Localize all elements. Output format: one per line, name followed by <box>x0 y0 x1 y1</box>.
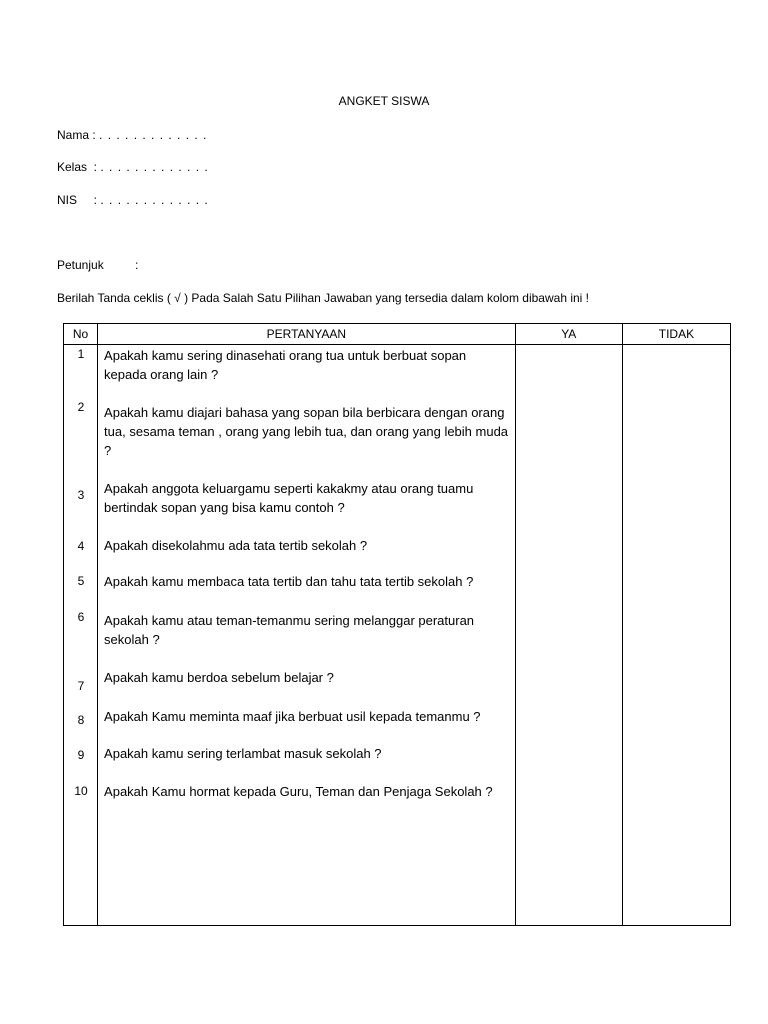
question-column <box>98 345 516 926</box>
petunjuk-label: Petunjuk <box>57 258 104 272</box>
header-question: PERTANYAAN <box>98 324 516 345</box>
nama-field <box>57 128 207 142</box>
question-text: Apakah Kamu meminta maaf jika berbuat usil kepada temanmu ? <box>104 709 481 724</box>
row-number: 9 <box>77 748 85 762</box>
question-text: Apakah kamu atau teman-temanmu sering melanggar peraturan sekolah ? <box>104 613 475 647</box>
header-ya: YA <box>515 324 622 345</box>
nis-label: NIS : <box>57 193 98 207</box>
question-text: Apakah kamu membaca tata tertib dan tahu tata tertib sekolah ? <box>104 574 474 589</box>
row-number: 7 <box>77 679 85 693</box>
row-number: 1 <box>77 347 85 361</box>
row-number: 3 <box>77 488 85 502</box>
kelas-label: Kelas : <box>57 160 98 174</box>
nis-field <box>57 193 209 207</box>
questionnaire-table <box>63 323 731 926</box>
table-header-row <box>64 324 731 345</box>
row-number: 4 <box>77 539 85 553</box>
kelas-dots: . . . . . . . . . . . . . <box>100 160 209 174</box>
number-column <box>64 345 98 926</box>
question-text: Apakah anggota keluargamu seperti kakakmy atau orang tuamu bertindak sopan yang bisa kamu contoh ? <box>104 481 474 515</box>
instruction-text: Berilah Tanda ceklis ( √ ) Pada Salah Satu Pilihan Jawaban yang tersedia dalam kolom dibawah ini ! <box>57 291 590 305</box>
row-number: 10 <box>74 784 88 798</box>
header-tidak: TIDAK <box>622 324 730 345</box>
petunjuk-line <box>57 258 139 272</box>
question-text: Apakah kamu berdoa sebelum belajar ? <box>104 670 334 685</box>
ya-answer-column[interactable] <box>515 345 622 926</box>
kelas-field <box>57 160 209 174</box>
header-no: No <box>64 324 98 345</box>
tidak-answer-column[interactable] <box>622 345 730 926</box>
row-number: 6 <box>77 610 85 624</box>
question-text: Apakah Kamu hormat kepada Guru, Teman dan Penjaga Sekolah ? <box>104 784 493 799</box>
nama-dots: . . . . . . . . . . . . . <box>99 128 208 142</box>
row-number: 5 <box>77 574 85 588</box>
question-text: Apakah kamu diajari bahasa yang sopan bila berbicara dengan orang tua, sesama teman , orang yang lebih tua, dan orang yang lebih muda ? <box>104 405 509 458</box>
question-text: Apakah kamu sering dinasehati orang tua untuk berbuat sopan kepada orang lain ? <box>104 348 467 382</box>
question-text: Apakah kamu sering terlambat masuk sekolah ? <box>104 746 382 761</box>
row-number: 8 <box>77 713 85 727</box>
nama-label: Nama : <box>57 128 96 142</box>
petunjuk-colon: : <box>135 258 139 272</box>
table-body-row <box>64 345 731 926</box>
nis-dots: . . . . . . . . . . . . . <box>100 193 209 207</box>
document-title: ANGKET SISWA <box>338 94 430 108</box>
question-text: Apakah disekolahmu ada tata tertib sekolah ? <box>104 538 368 553</box>
row-number: 2 <box>77 400 85 414</box>
